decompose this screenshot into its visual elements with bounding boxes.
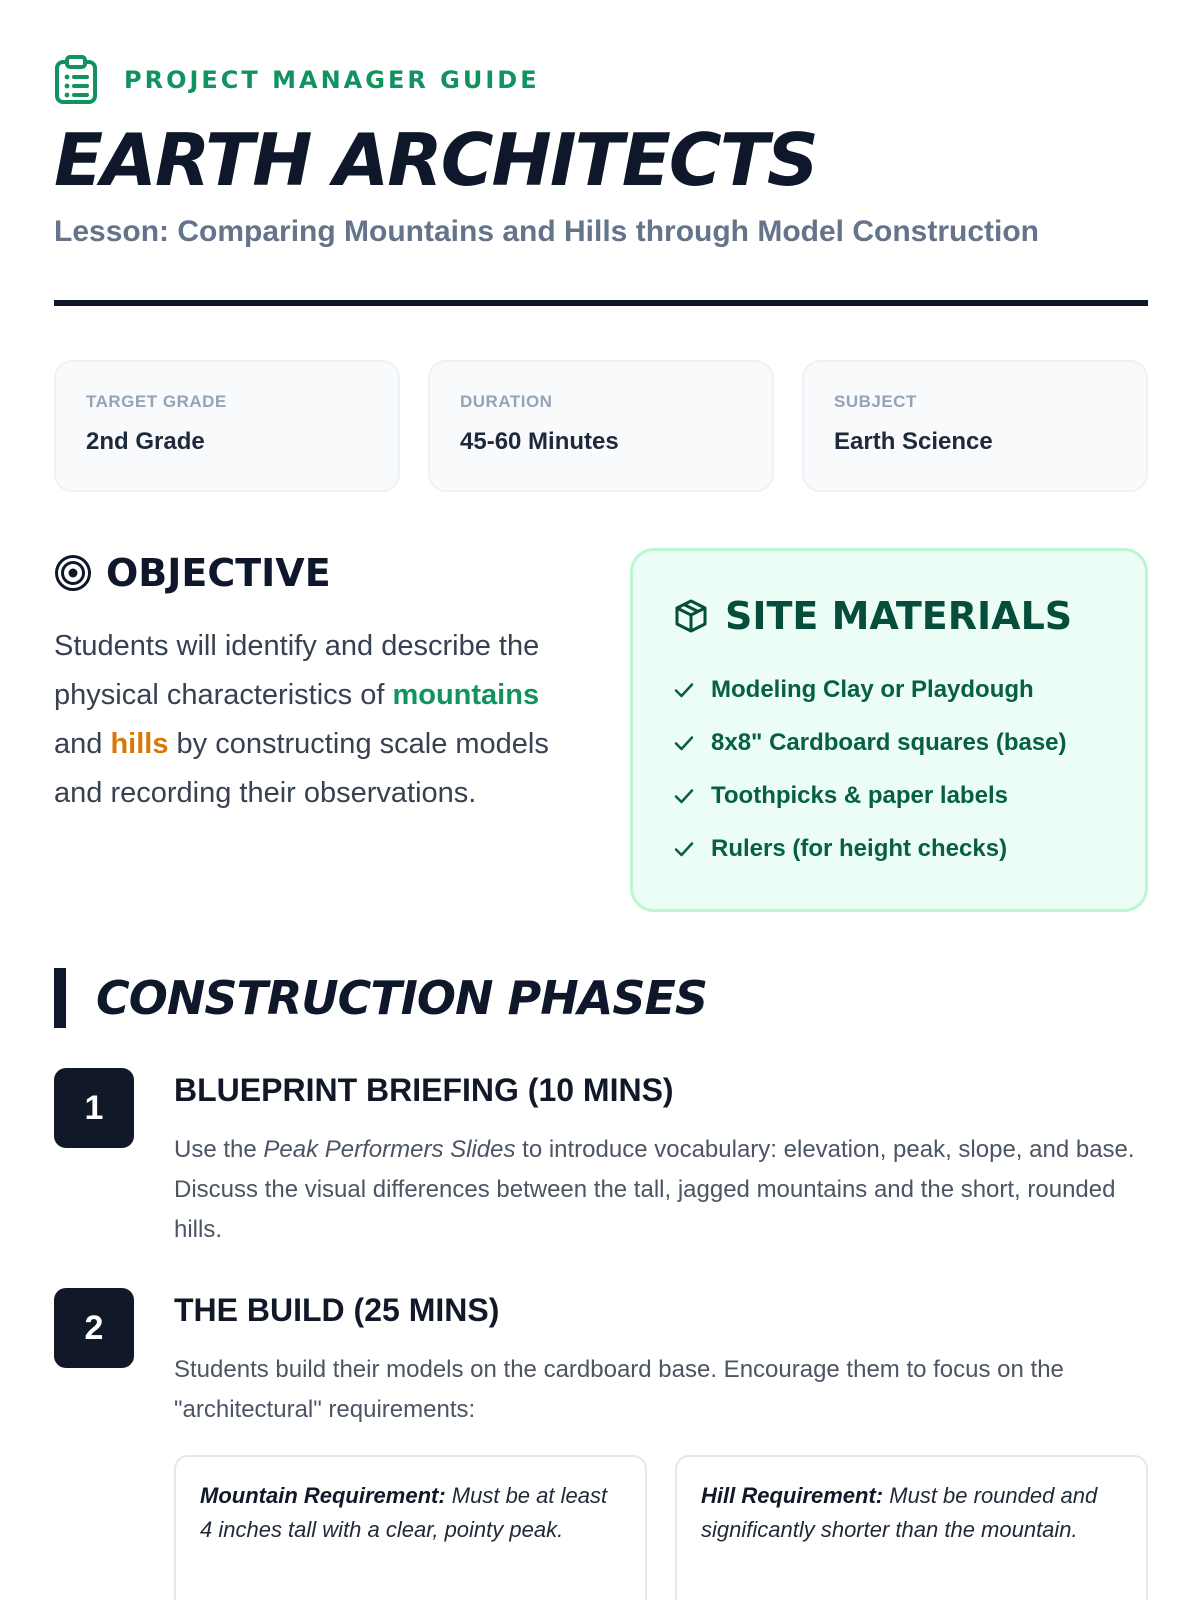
check-icon — [673, 838, 695, 860]
step-title: BLUEPRINT BRIEFING (10 MINS) — [174, 1072, 674, 1108]
eyebrow-label: PROJECT MANAGER GUIDE — [124, 66, 540, 94]
site-materials-card — [630, 548, 1148, 912]
step-number-badge: 2 — [54, 1288, 134, 1368]
section-accent-bar — [54, 968, 66, 1028]
eyebrow — [54, 55, 540, 105]
info-card-value: 45-60 Minutes — [460, 428, 619, 455]
info-card-duration — [428, 360, 774, 492]
page-title: EARTH ARCHITECTS — [54, 118, 817, 202]
step-number-badge: 1 — [54, 1068, 134, 1148]
objective-text — [54, 622, 594, 818]
info-card-value: Earth Science — [834, 428, 993, 455]
material-label: Rulers (for height checks) — [711, 834, 1008, 862]
step-text — [174, 1130, 1148, 1250]
package-icon — [673, 598, 709, 634]
info-card-grade — [54, 360, 400, 492]
info-card-subject — [802, 360, 1148, 492]
materials-header — [673, 591, 1105, 641]
list-item — [673, 769, 1105, 822]
materials-heading: SITE MATERIALS — [725, 594, 1073, 638]
clipboard-icon — [54, 55, 98, 105]
list-item — [673, 822, 1105, 875]
materials-list — [673, 663, 1105, 875]
mountain-requirement-card — [174, 1455, 647, 1600]
objective-text-part: and — [54, 728, 111, 760]
highlight-hills: hills — [110, 728, 169, 760]
objective-text-part: by constructing scale models and recording their observations. — [54, 728, 549, 809]
material-label: Toothpicks & paper labels — [711, 781, 1008, 809]
phases-heading: CONSTRUCTION PHASES — [96, 971, 708, 1025]
check-icon — [673, 679, 695, 701]
check-icon — [673, 732, 695, 754]
requirement-text: Must be at least 4 inches tall with a clear, pointy peak. — [200, 1483, 608, 1542]
page-subtitle: Lesson: Comparing Mountains and Hills through Model Construction — [54, 215, 1039, 248]
header-divider — [54, 300, 1148, 306]
info-card-label: SUBJECT — [834, 392, 917, 411]
step-text-part: Use the — [174, 1136, 264, 1163]
material-label: 8x8" Cardboard squares (base) — [711, 728, 1067, 756]
requirement-label: Hill Requirement: — [701, 1483, 884, 1508]
step-body — [174, 1068, 1148, 1250]
list-item — [673, 716, 1105, 769]
step-text-part: to introduce vocabulary: elevation, peak, slope, and base. Discuss the visual differences between the tall, jagged mountains and the short, rounded hills. — [174, 1136, 1135, 1243]
step-body — [174, 1288, 1148, 1430]
step-text: Students build their models on the cardboard base. Encourage them to focus on the "architectural" requirements: — [174, 1356, 1064, 1423]
check-icon — [673, 785, 695, 807]
slides-reference: Peak Performers Slides — [263, 1136, 516, 1163]
requirement-text: Must be rounded and significantly shorter than the mountain. — [701, 1483, 1098, 1542]
info-card-label: TARGET GRADE — [86, 392, 227, 411]
requirements-row — [174, 1455, 1148, 1600]
hill-requirement-card — [675, 1455, 1148, 1600]
objective-heading: OBJECTIVE — [106, 551, 331, 595]
requirement-label: Mountain Requirement: — [200, 1483, 446, 1508]
objective-text-part: Students will identify and describe the physical characteristics of — [54, 630, 540, 711]
objective-header — [54, 548, 594, 598]
highlight-mountains: mountains — [392, 679, 540, 711]
info-card-value: 2nd Grade — [86, 428, 205, 455]
info-cards — [54, 360, 1148, 492]
info-card-label: DURATION — [460, 392, 553, 411]
target-icon — [54, 554, 92, 592]
phases-header — [54, 968, 707, 1028]
step-title: THE BUILD (25 MINS) — [174, 1292, 500, 1328]
material-label: Modeling Clay or Playdough — [711, 675, 1034, 703]
list-item — [673, 663, 1105, 716]
objective-section — [54, 548, 594, 818]
